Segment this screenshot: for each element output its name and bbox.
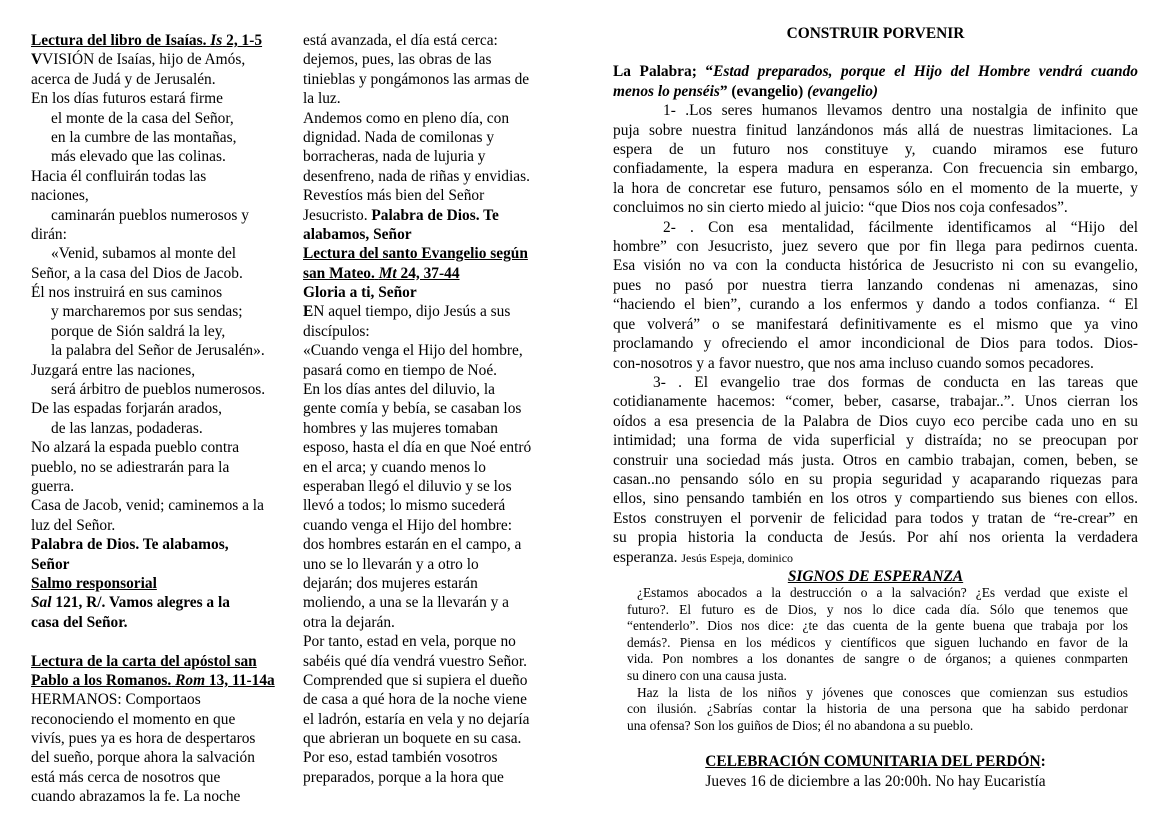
gospel-line: «Cuando venga el Hijo del hombre, <box>303 342 523 360</box>
gospel-heading: Lectura del santo Evangelio según <box>303 245 528 263</box>
reading-1-line: caminarán pueblos numerosos y <box>51 206 249 224</box>
reading-2-line: vivís, pues ya es hora de despertaros <box>31 730 256 748</box>
p2-line: proclamando y ofreciendo el amor incondicional de Dios para todos. Dios- <box>613 335 1138 353</box>
reading-1-line: No alzará la espada pueblo contra <box>31 439 240 457</box>
reading-2-line: tinieblas y pongámonos las armas de <box>303 70 530 88</box>
gospel-line: Comprended que si supiera el dueño <box>303 671 528 689</box>
gospel-line: que abrieran un boquete en su casa. <box>303 730 522 748</box>
s2-line: con ilusión. ¿Sabrías contar la historia de una persona que ha sabido perdonar <box>627 701 1128 717</box>
gospel-line: sabéis qué día vendrá vuestro Señor. <box>303 652 527 670</box>
reading-2-line: reconociendo el momento en que <box>31 710 236 728</box>
reading-1-line: Él nos instruirá en sus caminos <box>31 284 223 302</box>
reading-1-line: luz del Señor. <box>31 516 116 534</box>
reading-1-line: Señor, a la casa del Dios de Jacob. <box>31 264 243 282</box>
spacer <box>31 632 293 651</box>
gospel-line: el ladrón, estaría en vela y no dejaría <box>303 710 530 728</box>
reading-2-line: Revestíos más bien del Señor <box>303 187 485 205</box>
reading-1-acclamation: Señor <box>31 555 70 573</box>
p3-line: intimidad; una forma de vida superficial y distraída; no se preocupan por <box>613 432 1138 450</box>
reading-1-line: más elevado que las colinas. <box>51 148 226 166</box>
reading-1-line: porque de Sión saldrá la ley, <box>51 322 226 340</box>
gospel-line: pasará como en tiempo de Noé. <box>303 361 498 379</box>
p2-line: 2- . Con esa mentalidad, fácilmente identificamos al “Hijo del <box>663 218 1138 236</box>
reading-1-line: la palabra del Señor de Jerusalén». <box>51 342 265 360</box>
reading-2-line: la luz. <box>303 90 341 108</box>
signos-title: SIGNOS DE ESPERANZA <box>787 567 964 585</box>
reading-2-line: cuando abrazamos la fe. La noche <box>31 788 241 806</box>
gospel-line: Por eso, estad también vosotros <box>303 749 498 767</box>
reading-1-line: en la cumbre de las montañas, <box>51 128 237 146</box>
palabra-heading: La Palabra; “Estad preparados, porque el Hijo del Hombre vendrá cuando <box>613 63 1138 81</box>
reading-1-line: naciones, <box>31 187 89 205</box>
reading-2-line: Andemos como en pleno día, con <box>303 109 510 127</box>
column-3 <box>613 24 1138 791</box>
p1-line: espera de un futuro nos constituye y, cuando miramos ese futuro <box>613 141 1138 159</box>
reading-2-line: está avanzada, el día está cerca: <box>303 32 498 49</box>
p2-line: Esa visión no va con la conducta histórica de Jesucristo ni con su evangelio, <box>613 257 1138 275</box>
psalm-response: casa del Señor. <box>31 613 128 631</box>
celebration-heading: CELEBRACIÓN COMUNITARIA DEL PERDÓN: <box>705 753 1046 771</box>
gospel-line: dejarán; dos mujeres estarán <box>303 574 478 592</box>
reading-2-line: HERMANOS: Comportaos <box>31 691 201 709</box>
reading-1-line: «Venid, subamos al monte del <box>51 245 237 263</box>
gospel-line: gente comía y bebía, se casaban los <box>303 400 522 418</box>
gospel-line: discípulos: <box>303 322 370 340</box>
reading-2-heading: Lectura de la carta del apóstol san <box>31 652 257 670</box>
gospel-line: EN aquel tiempo, dijo Jesús a sus <box>303 303 511 321</box>
gospel-acclamation: Gloria a ti, Señor <box>303 284 417 302</box>
p3-line: cotidianamente hacemos: “comer, beber, casarse, trabajar..”. Unos cierran los <box>613 393 1138 411</box>
reading-2-heading: Pablo a los Romanos. Rom 13, 11-14a <box>31 671 275 689</box>
gospel-line: llevó a todos; lo mismo sucederá <box>303 497 506 515</box>
gospel-line: En los días antes del diluvio, la <box>303 381 495 399</box>
reading-1-line: el monte de la casa del Señor, <box>51 109 234 127</box>
psalm-response: Sal 121, R/. Vamos alegres a la <box>31 594 230 612</box>
p3-line: Estos construyen el porvenir de felicidad para todos y tratan de “re-crear” en <box>613 509 1138 527</box>
reading-1-line: acerca de Judá y de Jerusalén. <box>31 70 216 88</box>
reading-1-line: pueblo, no se adiestrarán para la <box>31 458 230 476</box>
reading-2-line: desenfreno, nada de riñas y envidias. <box>303 167 530 185</box>
gospel-line: de casa a qué hora de la noche viene <box>303 691 527 709</box>
column-2 <box>303 31 553 787</box>
reading-1-line: Hacia él confluirán todas las <box>31 167 207 185</box>
s1-line: futuro?. El futuro es de Dios, y nos lo dice cada día. Sólo que tenemos que <box>627 601 1128 617</box>
reading-2-line: dejemos, pues, las obras de las <box>303 51 492 69</box>
reading-1-line: Casa de Jacob, venid; caminemos a la <box>31 497 264 515</box>
reading-1-line: de las lanzas, podaderas. <box>51 419 203 437</box>
gospel-line: esposo, hasta el día en que Noé entró <box>303 439 532 457</box>
p3-line: casan..no pensando sólo en su propia seguridad y acaparando riquezas para <box>613 470 1138 488</box>
psalm-heading: Salmo responsorial <box>31 574 157 592</box>
reading-1-line: En los días futuros estará firme <box>31 90 223 108</box>
reading-2-line: está más cerca de nosotros que <box>31 768 221 786</box>
paragraph-2 <box>613 218 1138 373</box>
celebration-date: Jueves 16 de diciembre a las 20:00h. No hay Eucaristía <box>705 772 1046 790</box>
reading-1-line: guerra. <box>31 477 75 495</box>
palabra-heading: menos lo penséis” (evangelio) (evangelio) <box>613 82 879 100</box>
p2-line: pues no pasó por nuestra tierra lanzando condenas ni amenazas, sino <box>613 276 1138 294</box>
p3-line: construir una sociedad más justa. Otros en cambio trabajan, comen, beben, se <box>613 451 1138 469</box>
gospel-line: preparados, porque a la hora que <box>303 768 504 786</box>
gospel-line: Por tanto, estad en vela, porque no <box>303 633 516 651</box>
reading-2-line: del sueño, porque ahora la salvación <box>31 749 255 767</box>
gospel-line: uno se lo llevarán y a otro lo <box>303 555 479 573</box>
gospel-line: esperaban llegó el diluvio y se los <box>303 477 512 495</box>
signos-paragraph-2 <box>613 685 1138 735</box>
s1-line: su dinero con una causa justa. <box>627 667 787 683</box>
reading-2-line: dignidad. Nada de comilonas y <box>303 128 495 146</box>
paragraph-1 <box>613 101 1138 217</box>
p1-line: confiadamente, la espera madura en esperanza. Con frecuencia sin embargo, <box>613 160 1138 178</box>
reading-1-heading: Lectura del libro de Isaías. Is 2, 1-5 <box>31 32 263 49</box>
reading-1-line: dirán: <box>31 225 67 243</box>
s2-line: Haz la lista de los niños y jóvenes que conosces que comienzan sus estudios <box>637 684 1128 700</box>
signos-paragraph-1 <box>613 585 1138 685</box>
gospel-line: en el arca; y cuando menos lo <box>303 458 486 476</box>
p2-line: que volverá” o se manifestará definitivamente es el mismo que ya vino <box>613 315 1138 333</box>
reading-1-line: VVISIÓN de Isaías, hijo de Amós, <box>31 51 246 69</box>
reading-1-line: De las espadas forjarán arados, <box>31 400 223 418</box>
p3-line: ellos, sino pensando también en los otros y compartiendo sus bienes con ellos. <box>613 490 1138 508</box>
p3-line: oídos a esa presencia de la Palabra de Dios cuyo eco percibe cada uno en su <box>613 412 1138 430</box>
reading-2-acclamation: alabamos, Señor <box>303 225 412 243</box>
s1-line: ¿Estamos abocados a la destrucción o a la salvación? ¿Es verdad que existe el <box>637 584 1128 600</box>
reading-2-line: Jesucristo. Palabra de Dios. Te <box>303 206 499 224</box>
p1-line: 1- .Los seres humanos llevamos dentro una nostalgia de infinito que <box>663 102 1138 120</box>
paragraph-3 <box>613 373 1138 548</box>
reading-1-line: Juzgará entre las naciones, <box>31 361 196 379</box>
p2-line: “haciendo el bien”, curando a los enfermos y dando a todos confianza. “ El <box>613 296 1138 314</box>
s1-line: vida. Pon nombres a los donantes de sangre o de órganos; a quienes conmparten <box>627 651 1128 667</box>
gospel-line: moliendo, a una se la llevarán y a <box>303 594 509 612</box>
page-title: CONSTRUIR PORVENIR <box>786 25 965 42</box>
reading-2-line: borracheras, nada de lujuria y <box>303 148 486 166</box>
gospel-line: dos hombres estarán en el campo, a <box>303 536 522 554</box>
reading-1-acclamation: Palabra de Dios. Te alabamos, <box>31 536 229 554</box>
reading-1-line: y marcharemos por sus sendas; <box>51 303 243 321</box>
p2-line: hombre” con Jesucristo, juez severo que por fin llega para pedirnos cuenta. <box>613 238 1138 256</box>
s1-line: “entenderlo”. Dios nos dice: ¿te das cuenta de la gente buena que trabaja por los <box>627 618 1128 634</box>
gospel-heading: san Mateo. Mt 24, 37-44 <box>303 264 460 282</box>
p3-line: su propia historia la conducta de Jesús. Por ahí nos orienta la verdadera <box>613 529 1138 547</box>
s2-line: una ofensa? Son los guiños de Dios; él no abandona a su pueblo. <box>627 717 974 733</box>
p1-line: la hora de concretar ese futuro, pensamos sólo en el momento de la muerte, y <box>613 179 1138 197</box>
gospel-line: cuando venga el Hijo del hombre: <box>303 516 512 534</box>
column-1 <box>31 31 293 807</box>
paragraph-3-end: esperanza. Jesús Espeja, dominico <box>613 548 794 566</box>
reading-1-line: será árbitro de pueblos numerosos. <box>51 381 266 399</box>
s1-line: demás?. Piensa en los médicos y científicos que siguen luchando en favor de la <box>627 634 1128 650</box>
p1-line: concluimos no sin cierto miedo al juicio: “que Dios nos coja confesados”. <box>613 199 1068 217</box>
p2-line: con-nosotros y a favor nuestro, que nos ama incluso cuando somos pecadores. <box>613 354 1094 372</box>
p3-line: 3- . El evangelio trae dos formas de conducta en las tareas que <box>653 373 1138 391</box>
p1-line: puja sobre nuestra finitud lanzándonos más allá de nuestras limitaciones. La <box>613 121 1138 139</box>
gospel-line: otra la dejarán. <box>303 613 395 631</box>
gospel-line: hombres y las mujeres tomaban <box>303 419 498 437</box>
